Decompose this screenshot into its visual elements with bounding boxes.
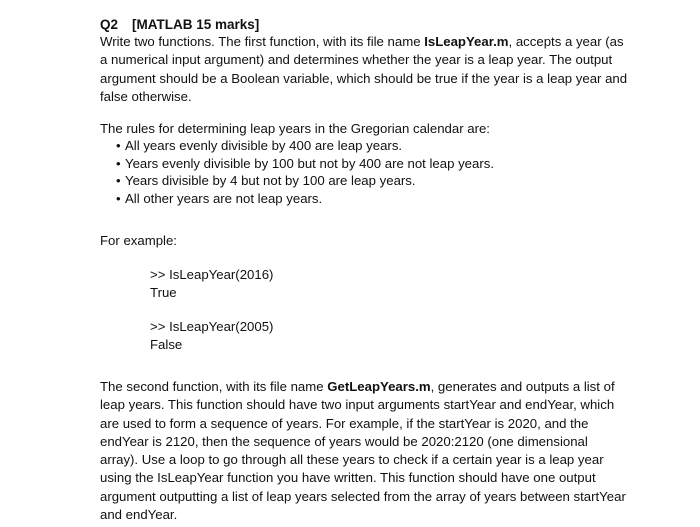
second-text-start: The second function, with its file name bbox=[100, 379, 328, 394]
example-label: For example: bbox=[100, 233, 177, 248]
example-command: >> IsLeapYear(2005) bbox=[150, 319, 274, 334]
rules-intro: The rules for determining leap years in the Gregorian calendar are: bbox=[100, 121, 490, 136]
example-command: >> IsLeapYear(2016) bbox=[150, 267, 274, 282]
second-filename: GetLeapYears.m bbox=[327, 379, 431, 394]
example-block bbox=[150, 266, 273, 302]
second-function-paragraph bbox=[100, 378, 626, 524]
rules-list bbox=[116, 137, 494, 208]
intro-text-start: Write two functions. The first function, with its file name bbox=[100, 34, 425, 49]
question-marks-label: [MATLAB 15 marks] bbox=[132, 17, 260, 32]
intro-text-end: , accepts a year (as a numerical input argument) and determines whether the year is a leap year. The output argument should be a Boolean variable, which should be true if the year is a leap year and false otherwise. bbox=[100, 34, 628, 104]
question-heading bbox=[100, 17, 259, 32]
example-output: False bbox=[150, 337, 183, 352]
example-output: True bbox=[150, 285, 177, 300]
question-number: Q2 bbox=[100, 17, 119, 32]
second-text-end: , generates and outputs a list of leap years. This function should have two input arguments startYear and endYear, which are used to form a sequence of years. For example, if the startYear is 2020, and the endYear is 2120, then the sequence of years would be 2020:2120 (one dimensional array). Use a loop to go through all these years to check if a certain year is a leap year using the IsLeapYear function you have written. This function should have one output argument outputting a list of leap years selected from the array of years between startYear and endYear. bbox=[100, 379, 626, 523]
example-block bbox=[150, 318, 273, 354]
intro-paragraph bbox=[100, 33, 628, 106]
rule-item: • Years divisible by 4 but not by 100 are leap years. bbox=[116, 172, 494, 190]
rule-item: • Years evenly divisible by 100 but not by 400 are not leap years. bbox=[116, 155, 494, 173]
rule-item: • All other years are not leap years. bbox=[116, 190, 494, 208]
intro-filename: IsLeapYear.m bbox=[424, 34, 509, 49]
rule-item: • All years evenly divisible by 400 are leap years. bbox=[116, 137, 494, 155]
